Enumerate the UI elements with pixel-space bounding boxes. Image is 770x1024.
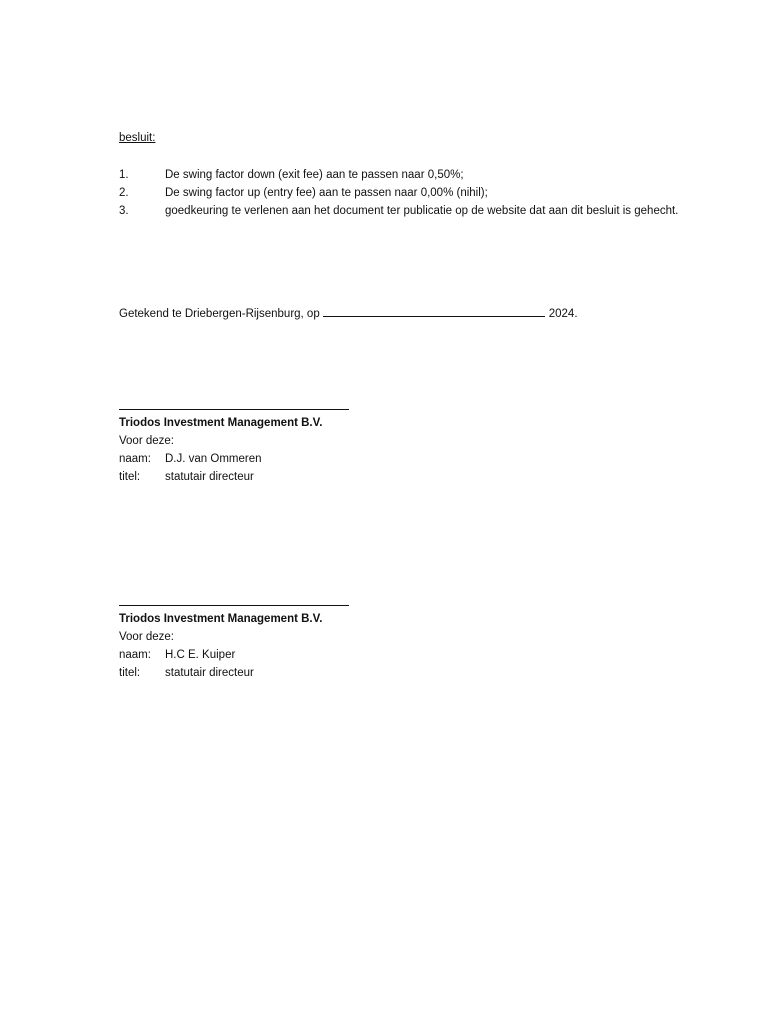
- decision-number: 3.: [119, 205, 129, 217]
- decision-text: De swing factor down (exit fee) aan te passen naar 0,50%;: [165, 169, 464, 181]
- name-label: naam:: [119, 453, 151, 465]
- title-row: [119, 664, 379, 682]
- name-row: [119, 450, 379, 468]
- signatory-company: Triodos Investment Management B.V.: [119, 417, 323, 429]
- decision-text: goedkeuring te verlenen aan het document ter publicatie op de website dat aan dit besluit is gehecht.: [165, 205, 679, 217]
- title-label: titel:: [119, 667, 141, 679]
- signatory-title: statutair directeur: [165, 667, 254, 679]
- decision-number: 1.: [119, 169, 129, 181]
- signatory-title: statutair directeur: [165, 471, 254, 483]
- on-behalf-label: Voor deze:: [119, 631, 174, 643]
- decision-item: [119, 186, 679, 200]
- signatory-name: D.J. van Ommeren: [165, 453, 262, 465]
- name-label: naam:: [119, 649, 151, 661]
- signature-line: [119, 409, 349, 410]
- signature-block-2: [119, 605, 379, 682]
- name-row: [119, 646, 379, 664]
- signed-year: 2024.: [548, 308, 578, 320]
- signature-block-1: [119, 409, 379, 486]
- signed-prefix: Getekend te Driebergen-Rijsenburg, op: [119, 308, 320, 320]
- on-behalf-label: Voor deze:: [119, 435, 174, 447]
- decision-item: [119, 204, 679, 218]
- title-row: [119, 468, 379, 486]
- decision-item: [119, 168, 679, 182]
- signatory-company: Triodos Investment Management B.V.: [119, 613, 323, 625]
- decision-number: 2.: [119, 187, 129, 199]
- signatory-name: H.C E. Kuiper: [165, 649, 236, 661]
- decision-list: [119, 168, 679, 222]
- decision-text: De swing factor up (entry fee) aan te passen naar 0,00% (nihil);: [165, 187, 488, 199]
- date-blank-line: [323, 306, 545, 317]
- title-label: titel:: [119, 471, 141, 483]
- section-heading: besluit:: [119, 132, 156, 144]
- signature-line: [119, 605, 349, 606]
- signed-place-date: [119, 306, 578, 320]
